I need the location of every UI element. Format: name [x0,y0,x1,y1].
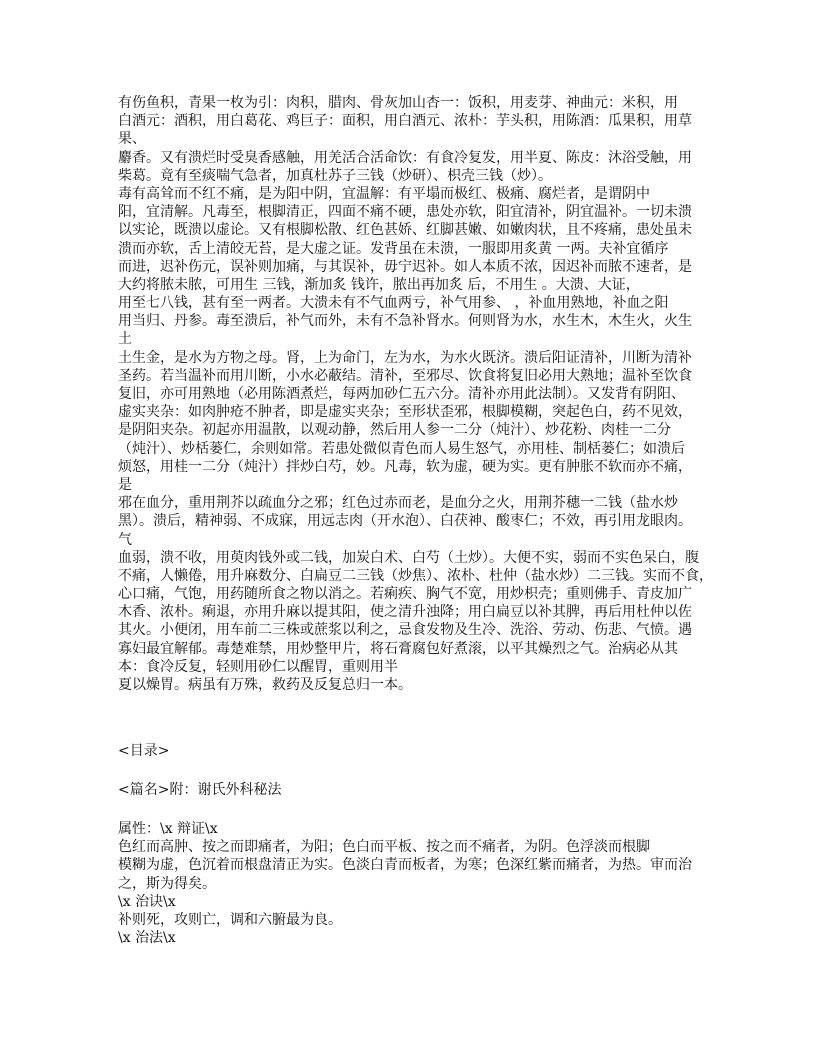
text-line: 用当归、丹参。毒至溃后，补气而外，未有不急补肾水。何则肾为水，水生木，木生火，火生 [118,313,692,330]
text-line: 气 [118,531,132,548]
text-line: 复旧，亦可用熟地（必用陈酒煮烂，每两加砂仁五六分。清补亦用此法制）。又发背有阴阳、 [118,386,685,402]
chapter-title: <篇名>附：谢氏外科秘法 [118,782,282,798]
text-line: \x 治诀\x [118,893,176,910]
text-line: 用至七八钱，甚有至一两者。大溃未有不气血两亏，补气用参、 ，补血用熟地，补血之阳 [118,295,669,312]
text-line: 属性：\x 辩证\x [118,821,218,837]
text-line: 夏以燥胃。病虽有万殊，救药及反复总归一本。 [118,677,412,693]
text-line: 溃而亦软，舌上清皎无苔，是大虚之证。发背虽在未溃，一服即用炙黄 一两。夫补宜循序 [118,240,669,257]
text-line: 黑）。溃后，精神弱、不成寐，用远志肉（开水泡）、白茯神、酸枣仁；不效，再引用龙眼肉。 [118,513,692,530]
toc-marker [118,742,718,760]
text-line: 圣药。若当温补而用川断，小水必蔽结。清补，至邪尽、饮食将复旧必用大熟地；温补至饮食 [118,367,692,384]
text-line: 是 [118,476,132,493]
text-line: 色红而高肿、按之而即痛者，为阳；色白而平板、按之而不痛者，为阴。色浮淡而根脚 [118,839,650,856]
text-line: 邪在血分，重用荆芥以疏血分之邪；红色过赤而老，是血分之火，用荆芥穗一二钱（盐水炒 [118,495,678,512]
text-line: 补则死，攻则亡，调和六腑最为良。 [118,911,342,928]
text-line: 不痛，人懒倦，用升麻数分、白扁豆二三钱（炒焦）、浓朴、杜仲（盐水炒）二三钱。实而不食， [118,567,713,584]
text-line: 果、 [118,131,146,148]
text-line: 木香、浓朴。痢退，亦用升麻以提其阳，使之清升浊降；用白扁豆以补其脾，再后用杜仲以佐 [118,604,692,621]
text-line: 土 [118,331,132,348]
text-line: 有伤鱼积，青果一枚为引：肉积，腊肉、骨灰加山杏一：饭积，用麦芽、神曲元：米积，用 [118,95,678,111]
text-line: 其火。小便闭，用车前二三株或蔗浆以利之，忌食发物及生冷、洗浴、劳动、伤悲、气愤。遇 [118,622,692,639]
text-line: 白酒元：酒积，用白葛花、鸡巨子：面积，用白酒元、浓朴：芋头积，用陈酒：瓜果积，用草 [118,113,692,130]
text-line: 心口痛，气饱，用药随所食之物以消之。若痢疾、胸气不宽，用炒枳壳；重则佛手、青皮加广 [118,586,692,603]
toc-label: <目录> [118,743,170,759]
chapter-heading [118,781,718,799]
text-line: 模糊为虚，色沉着而根盘清正为实。色淡白青而板者，为寒；色深红紫而痛者，为热。审而治 [118,857,692,874]
text-line: 血弱，溃不收，用萸肉钱外或二钱，加炭白术、白芍（土炒）。大便不实，弱而不实色呆白，腹 [118,549,699,566]
text-line: 麝香。又有溃烂时受臭香感触，用羌活合活命饮：有食冷复发，用半夏、陈皮：沐浴受触，用 [118,149,692,166]
text-line: 虚实夹杂：如肉肿疮不肿者，即是虚实夹杂；至形状歪邪，根脚模糊，突起色白，药不见效， [118,404,692,421]
text-line: 以实论，既溃以虚论。又有根脚松散、红色甚娇、红脚甚嫩、如嫩肉状，且不疼痛，患处虽未 [118,222,692,239]
text-line: （炖汁）、炒栝蒌仁，余则如常。若患处微似青色而人易生怒气，亦用桂、制栝蒌仁；如溃后 [118,440,685,457]
text-line: 之，斯为得矣。 [118,875,216,892]
text-line: 而进，迟补伤元，误补则加痛，与其误补，毋宁迟补。如人本质不浓，因迟补而脓不速者，是 [118,258,692,275]
text-line: 寡妇最宜解郁。毒楚难禁，用炒整甲片，将石膏腐包好煮滚，以平其燥烈之气。治病必从其 [118,640,678,657]
text-line: 土生金，是水为方物之母。肾，上为命门，左为水，为水火既济。溃后阳证清补，川断为清补 [118,349,692,366]
text-line: 大约将脓未脓，可用生 三钱，渐加炙 钱许，脓出再加炙 后，不用生 。大溃、大证， [118,276,640,293]
text-line: 阳，宜清解。凡毒至，根脚清正，四面不痛不硬，患处亦软，阳宜清补，阴宜温补。一切未溃 [118,204,692,221]
text-line: 柴葛。竟有至痰喘气急者，加真杜苏子三钱（炒研）、枳壳三钱（炒）。 [118,167,552,184]
text-line: 是阴阳夹杂。初起亦用温散，以观动静，然后用人参一二分（炖汁）、炒花粉、肉桂一二分 [118,422,671,439]
text-line: \x 治法\x [118,930,176,947]
text-line: 本：食冷反复，轻则用砂仁以醒胃，重则用半 [118,658,398,675]
text-line: 烦怒，用桂一二分（炖汁）拌炒白芍，妙。凡毒，软为虚，硬为实。更有肿胀不软而亦不痛， [118,458,692,475]
main-text [118,94,718,694]
text-line: 毒有高耸而不红不痛，是为阳中阴，宜温解：有平塌而极红、极痛、腐烂者，是谓阴中 [118,185,650,202]
attribute-section [118,820,718,947]
